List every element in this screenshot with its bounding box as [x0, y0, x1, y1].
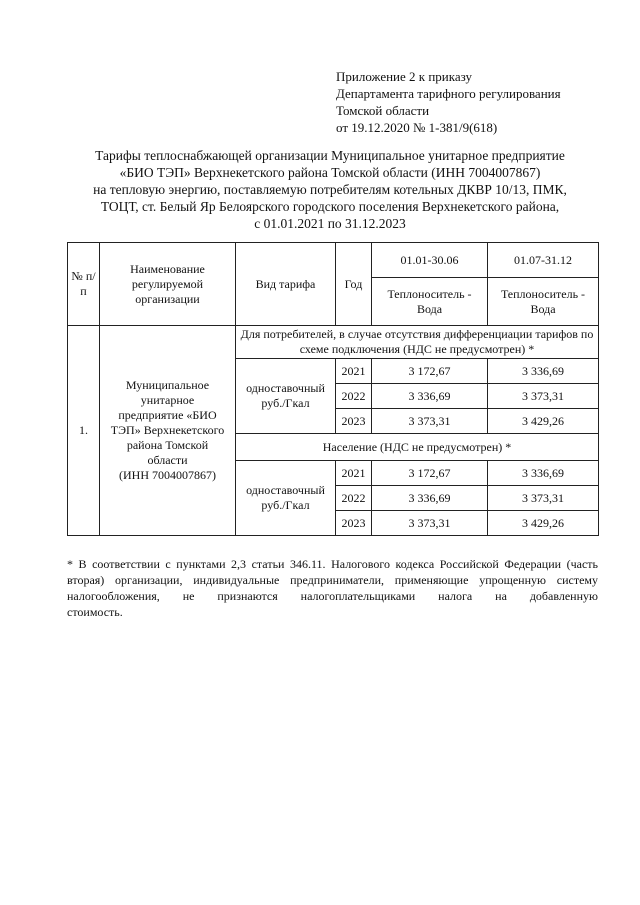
- header-org: Наименование регулируемой организации: [100, 243, 236, 326]
- tariff-type-cell: одноставочный руб./Гкал: [236, 461, 336, 536]
- appendix-line: Томской области: [336, 103, 430, 118]
- document-title: [60, 147, 600, 232]
- tariff-table: [67, 242, 599, 536]
- header-carrier-2: Теплоноситель - Вода: [488, 278, 599, 326]
- org-line: района Томской: [126, 438, 209, 452]
- table-header-row: [68, 243, 599, 278]
- title-line: на тепловую энергию, поставляемую потребителям котельных ДКВР 10/13, ПМК,: [93, 182, 567, 197]
- value-cell: 3 429,26: [488, 511, 599, 536]
- org-line: предприятие «БИО: [118, 408, 217, 422]
- appendix-line: Приложение 2 к приказу: [336, 69, 473, 84]
- value-cell: 3 172,67: [372, 461, 488, 486]
- value-cell: 3 336,69: [372, 486, 488, 511]
- tariff-type-cell: одноставочный руб./Гкал: [236, 359, 336, 434]
- year-cell: 2023: [336, 409, 372, 434]
- org-line: унитарное: [140, 393, 195, 407]
- title-line: с 01.01.2021 по 31.12.2023: [254, 216, 406, 231]
- value-cell: 3 373,31: [372, 409, 488, 434]
- header-tariff-type: Вид тарифа: [236, 243, 336, 326]
- appendix-line: Департамента тарифного регулирования: [336, 86, 561, 101]
- header-year: Год: [336, 243, 372, 326]
- year-cell: 2021: [336, 461, 372, 486]
- value-cell: 3 373,31: [372, 511, 488, 536]
- appendix-header: [336, 68, 561, 136]
- title-line: ТОЦТ, ст. Белый Яр Белоярского городского поселения Верхнекетского района,: [100, 199, 560, 214]
- value-cell: 3 336,69: [372, 384, 488, 409]
- section-row: [68, 326, 599, 359]
- footnote: [67, 556, 598, 620]
- value-cell: 3 172,67: [372, 359, 488, 384]
- org-line: (ИНН 7004007867): [119, 468, 216, 482]
- header-period-2: 01.07-31.12: [488, 243, 599, 278]
- value-cell: 3 373,31: [488, 384, 599, 409]
- value-cell: 3 373,31: [488, 486, 599, 511]
- year-cell: 2022: [336, 486, 372, 511]
- organization-name: [100, 326, 236, 536]
- value-cell: 3 336,69: [488, 359, 599, 384]
- header-num: № п/п: [68, 243, 100, 326]
- title-line: Тарифы теплоснабжающей организации Муниципальное унитарное предприятие: [95, 148, 565, 163]
- section-title: Для потребителей, в случае отсутствия дифференциации тарифов по схеме подключения (НДС не предусмотрен) *: [236, 326, 599, 359]
- title-line: «БИО ТЭП» Верхнекетского района Томской области (ИНН 7004007867): [119, 165, 541, 180]
- org-line: ТЭП» Верхнекетского: [110, 423, 225, 437]
- value-cell: 3 429,26: [488, 409, 599, 434]
- appendix-line: от 19.12.2020 № 1-381/9(618): [336, 120, 498, 135]
- footnote-last-line: стоимость.: [67, 605, 123, 619]
- year-cell: 2023: [336, 511, 372, 536]
- org-line: Муниципальное: [125, 378, 210, 392]
- org-line: области: [147, 453, 188, 467]
- row-number: 1.: [68, 326, 100, 536]
- year-cell: 2022: [336, 384, 372, 409]
- header-period-1: 01.01-30.06: [372, 243, 488, 278]
- header-carrier-1: Теплоноситель - Вода: [372, 278, 488, 326]
- year-cell: 2021: [336, 359, 372, 384]
- section-title: Население (НДС не предусмотрен) *: [236, 434, 599, 461]
- footnote-body: * В соответствии с пунктами 2,3 статьи 346.11. Налогового кодекса Российской Федерации (часть вторая) организации, индивидуальные предприниматели, применяющие упрощенную систему налогообложения, не признаются налогоплательщиками налога на добавленную: [67, 557, 598, 603]
- value-cell: 3 336,69: [488, 461, 599, 486]
